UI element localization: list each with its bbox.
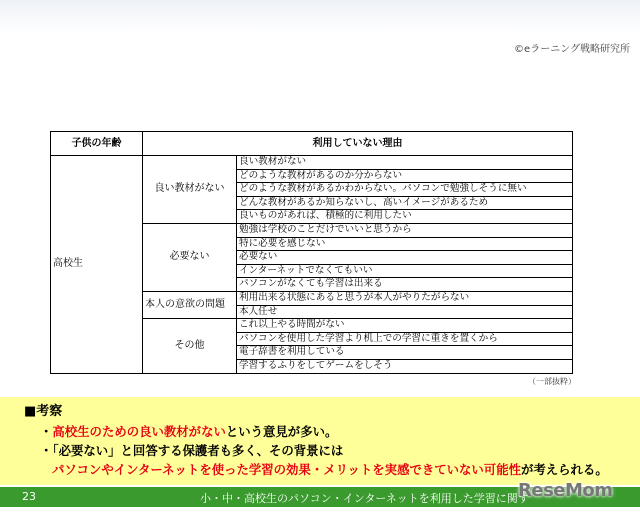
header-age: 子供の年齢 — [51, 132, 143, 156]
reason-cell: 勉強は学校のことだけでいいと思うから — [237, 223, 573, 237]
table-header-row — [51, 132, 573, 156]
copyright-text: ©eラーニング戦略研究所 — [514, 44, 630, 55]
reason-cell: インターネットでなくてもいい — [237, 264, 573, 278]
consideration-title: ■考察 — [24, 404, 63, 419]
bullet-prefix: ・ — [40, 424, 53, 439]
header-band — [0, 0, 640, 34]
reason-cell: 必要ない — [237, 251, 573, 265]
highlight-text: 高校生のための良い教材がない — [52, 424, 226, 439]
reason-cell: 良い教材がない — [237, 156, 573, 170]
category-cell: 必要ない — [143, 223, 237, 291]
consideration-line-2: ・「必要ない」と回答する保護者も多く、その背景には — [40, 443, 344, 458]
reason-cell: どのような教材があるかわからない。パソコンで勉強しそうに無い — [237, 183, 573, 197]
consideration-box — [0, 397, 640, 485]
resemom-logo: ReseMom — [518, 480, 613, 501]
header-reason: 利用していない理由 — [143, 132, 573, 156]
footer-title: 小・中・高校生のパソコン・インターネットを利用した学習に関す — [200, 492, 529, 505]
category-cell: その他 — [143, 319, 237, 373]
reason-cell: 電子辞書を利用している — [237, 346, 573, 360]
reason-cell: これ以上やる時間がない — [237, 319, 573, 333]
age-cell: 高校生 — [51, 156, 143, 374]
reason-cell: どんな教材があるか知らないし、高いイメージがあるため — [237, 196, 573, 210]
reason-cell: パソコンがなくても学習は出来る — [237, 278, 573, 292]
consideration-line-3 — [52, 460, 608, 478]
line-text: が考えられる。 — [520, 462, 608, 477]
line-text: という意見が多い。 — [225, 424, 338, 439]
category-cell: 本人の意欲の問題 — [143, 291, 237, 318]
table-row — [51, 156, 573, 170]
highlight-text: パソコンやインターネットを使った学習の効果・メリットを実感できていない可能性 — [52, 462, 521, 477]
reason-cell: どのような教材があるのか分からない — [237, 169, 573, 183]
reason-cell: 本人任せ — [237, 305, 573, 319]
reason-cell: 学習するふりをしてゲームをしそう — [237, 359, 573, 373]
reason-cell: 利用出来る状態にあると思うが本人がやりたがらない — [237, 291, 573, 305]
reason-cell: 特に必要を感じない — [237, 237, 573, 251]
reason-cell: パソコンを使用した学習より机上での学習に重きを置くから — [237, 332, 573, 346]
reason-cell: 良いものがあれば、積極的に利用したい — [237, 210, 573, 224]
page-number: 23 — [22, 490, 36, 503]
excerpt-note: （一部抜粋） — [528, 377, 576, 386]
category-cell: 良い教材がない — [143, 156, 237, 224]
reasons-table — [50, 131, 573, 374]
consideration-line-1 — [40, 422, 337, 440]
